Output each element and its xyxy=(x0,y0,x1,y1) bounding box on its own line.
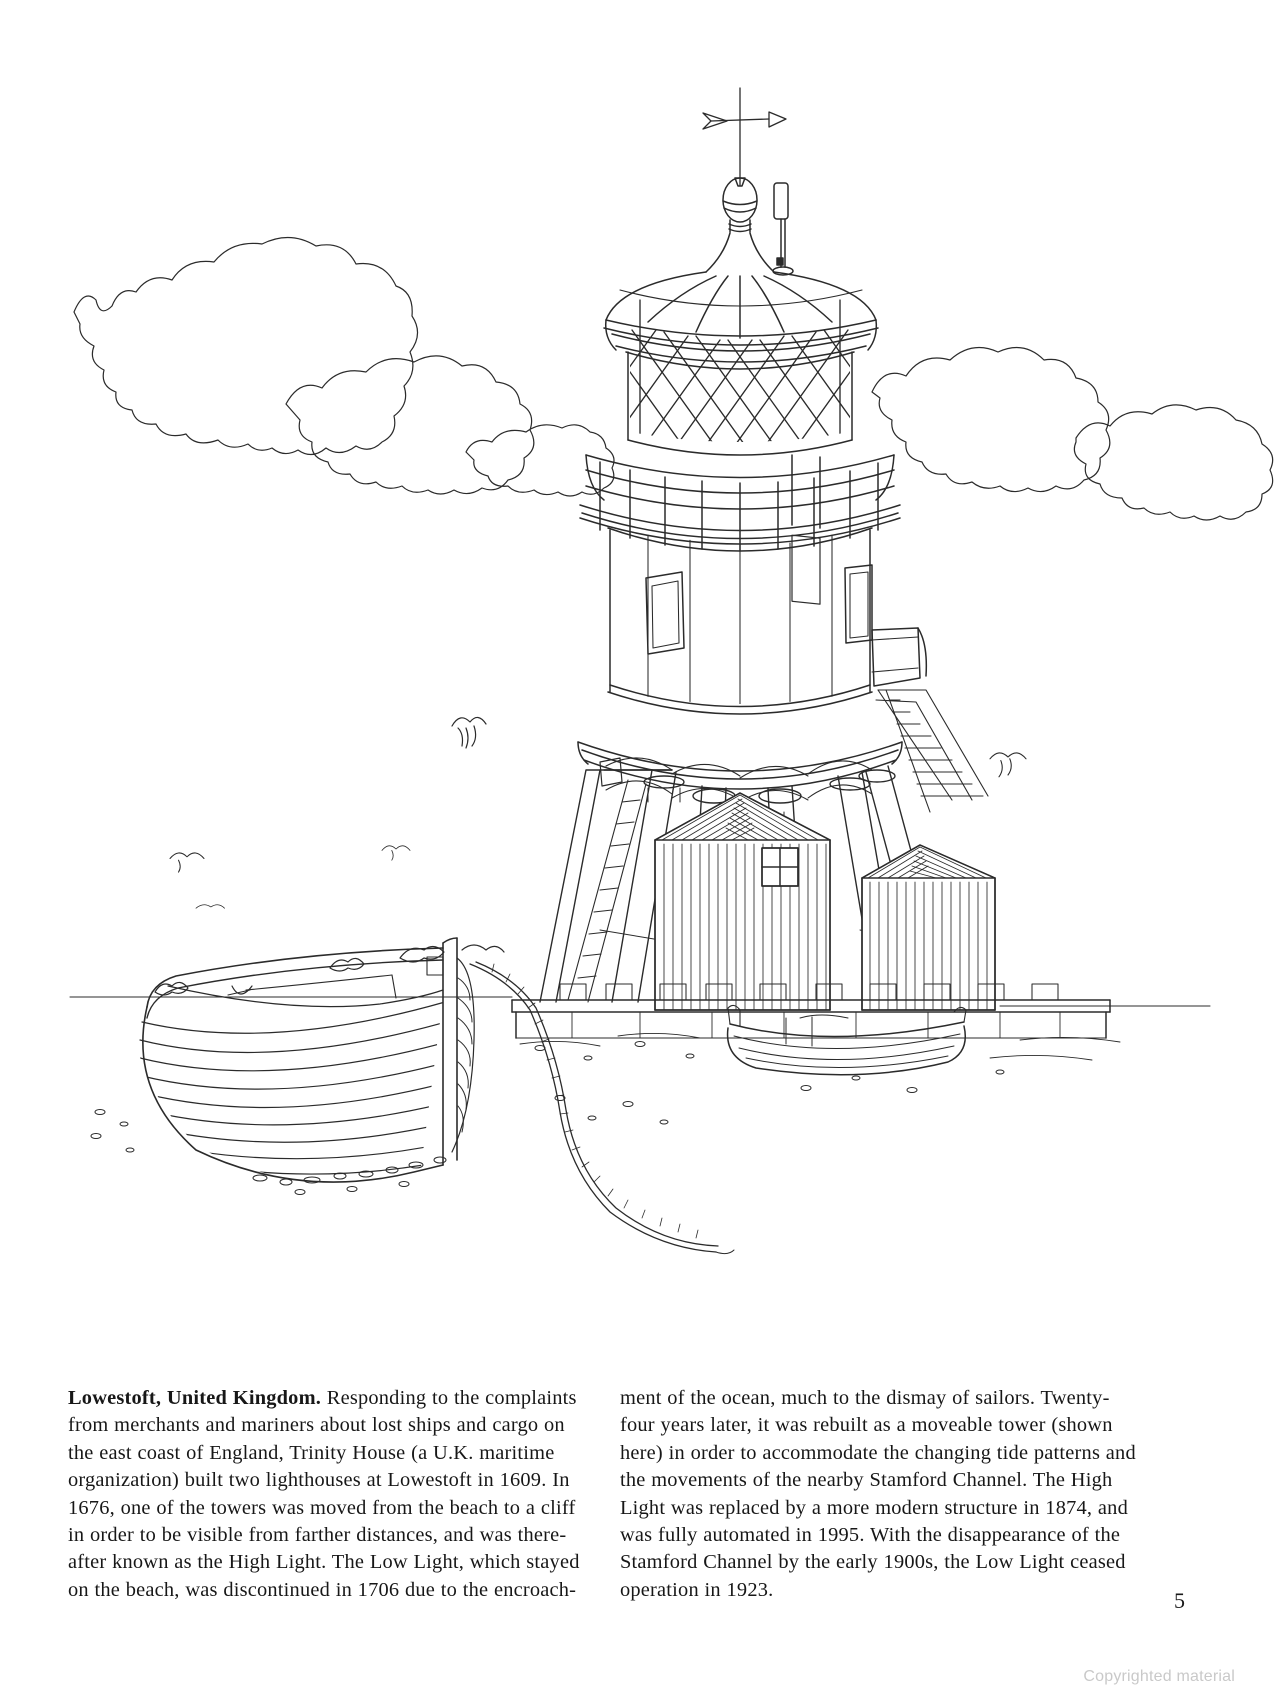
caption-column-right xyxy=(620,1385,1136,1604)
caption-left-line-4: 1676, one of the towers was moved from the beach to a cliff xyxy=(68,1496,576,1519)
horizon-line xyxy=(70,997,1210,1006)
caption-block xyxy=(68,1385,1136,1604)
clouds xyxy=(74,237,1273,520)
spiral-stair xyxy=(876,690,988,812)
caption-left-line-6: after known as the High Light. The Low Light, which stayed xyxy=(68,1551,580,1574)
caption-left-line-7: on the beach, was discontinued in 1706 due to the encroach- xyxy=(68,1578,577,1601)
keepers-shed xyxy=(655,793,830,1010)
tower-window-right xyxy=(845,565,872,643)
caption-right-line-6: Stamford Channel by the early 1900s, the Low Light ceased xyxy=(620,1551,1126,1574)
caption-left-line-1: from merchants and mariners about lost ships and cargo on xyxy=(68,1414,565,1437)
finial-ball xyxy=(723,178,757,232)
caption-right-line-0: ment of the ocean, much to the dismay of sailors. Twenty- xyxy=(620,1387,1110,1409)
copyright-notice: Copyrighted material xyxy=(1083,1668,1235,1685)
keepers-shed-annex xyxy=(862,845,995,1010)
caption-left-text xyxy=(68,1385,580,1604)
small-boat xyxy=(728,1005,966,1074)
caption-right-line-1: four years later, it was rebuilt as a moveable tower (shown xyxy=(620,1414,1113,1437)
caption-column-left xyxy=(68,1385,580,1604)
tower-window-left xyxy=(646,572,684,654)
caption-left-line-3: organization) built two lighthouses at Lowestoft in 1609. In xyxy=(68,1469,570,1492)
lightning-rod xyxy=(773,183,793,275)
landing-platform xyxy=(872,628,926,686)
shed-window xyxy=(762,848,798,886)
caption-right-line-2: here) in order to accommodate the changing tide patterns and xyxy=(620,1441,1136,1464)
page-number: 5 xyxy=(1174,1588,1185,1613)
rowboat-foreground xyxy=(140,938,504,1182)
caption-right-line-4: Light was replaced by a more modern structure in 1874, and xyxy=(620,1496,1128,1519)
weathervane xyxy=(703,88,786,185)
caption-right-line-3: the movements of the nearby Stamford Channel. The High xyxy=(620,1469,1113,1492)
caption-right-text xyxy=(620,1385,1136,1604)
caption-right-line-7: operation in 1923. xyxy=(620,1578,774,1601)
caption-left-line-2: the east coast of England, Trinity House (a U.K. maritime xyxy=(68,1441,555,1464)
caption-left-line-5: in order to be visible from farther distances, and was there- xyxy=(68,1524,567,1547)
shingle-beach xyxy=(91,1033,1120,1194)
ventilator-neck xyxy=(706,233,774,272)
caption-right-line-5: was fully automated in 1995. With the disappearance of the xyxy=(620,1524,1121,1547)
caption-left-line-0: Responding to the complaints xyxy=(321,1387,577,1409)
caption-lead: Lowestoft, United Kingdom. xyxy=(68,1387,322,1409)
access-ladder xyxy=(568,780,646,1002)
